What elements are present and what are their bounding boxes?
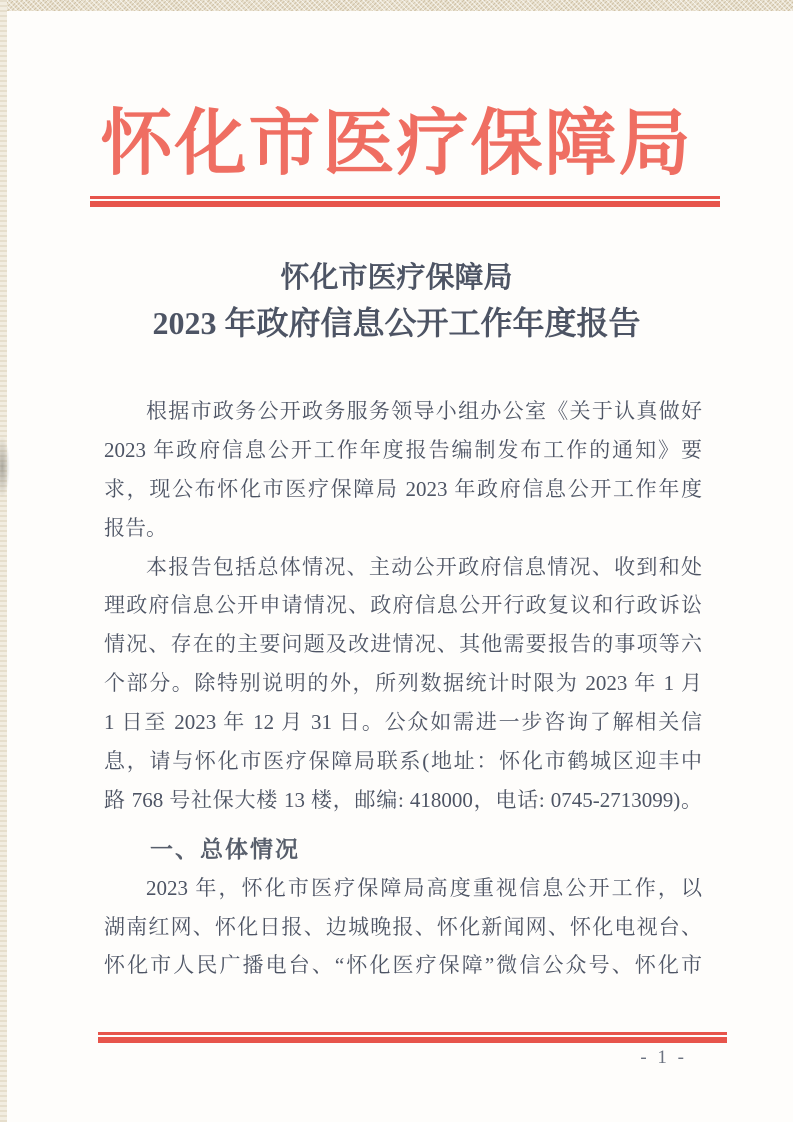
body-line-3: 求，现公布怀化市医疗保障局 2023 年政府信息公开工作年度 bbox=[104, 476, 702, 501]
footer-rule-thick bbox=[98, 1037, 727, 1043]
body-line-6: 理政府信息公开申请情况、政府信息公开行政复议和行政诉讼 bbox=[104, 593, 702, 618]
scan-edge-top bbox=[0, 0, 793, 11]
document-body bbox=[104, 392, 702, 985]
body-line-5: 本报告包括总体情况、主动公开政府信息情况、收到和处 bbox=[146, 554, 702, 579]
scan-smudge bbox=[0, 436, 10, 498]
body-line-11: 路 768 号社保大楼 13 楼，邮编: 418000，电话: 0745-2713099)。 bbox=[104, 787, 702, 812]
body-line-13: 2023 年，怀化市医疗保障局高度重视信息公开工作，以 bbox=[146, 875, 702, 900]
body-line-8: 个部分。除特别说明的外，所列数据统计时限为 2023 年 1 月 bbox=[104, 671, 702, 696]
letterhead-rule-thick bbox=[90, 201, 720, 207]
body-line-10: 息，请与怀化市医疗保障局联系(地址：怀化市鹤城区迎丰中 bbox=[104, 749, 702, 774]
body-line-14: 湖南红网、怀化日报、边城晚报、怀化新闻网、怀化电视台、 bbox=[104, 914, 702, 939]
letterhead-org-name: 怀化市医疗保障局 bbox=[100, 104, 693, 184]
body-line-9: 1 日至 2023 年 12 月 31 日。公众如需进一步咨询了解相关信 bbox=[104, 710, 702, 735]
body-line-1: 根据市政务公开政务服务领导小组办公室《关于认真做好 bbox=[146, 399, 702, 423]
body-line-7: 情况、存在的主要问题及改进情况、其他需要报告的事项等六 bbox=[104, 632, 702, 657]
footer-rule bbox=[98, 1032, 727, 1043]
document-title-line1: 怀化市医疗保障局 bbox=[280, 262, 513, 294]
document-title-line2: 2023 年政府信息公开工作年度报告 bbox=[152, 305, 641, 341]
letterhead-rule bbox=[90, 196, 720, 207]
document-title bbox=[0, 256, 793, 346]
body-line-4: 报告。 bbox=[104, 515, 167, 540]
section-heading-overview: 一、总体情况 bbox=[150, 835, 300, 862]
page-number: - 1 - bbox=[640, 1047, 687, 1068]
body-line-15: 怀化市人民广播电台、“怀化医疗保障”微信公众号、怀化市 bbox=[104, 953, 702, 978]
body-line-2: 2023 年政府信息公开工作年度报告编制发布工作的通知》要 bbox=[104, 437, 702, 462]
